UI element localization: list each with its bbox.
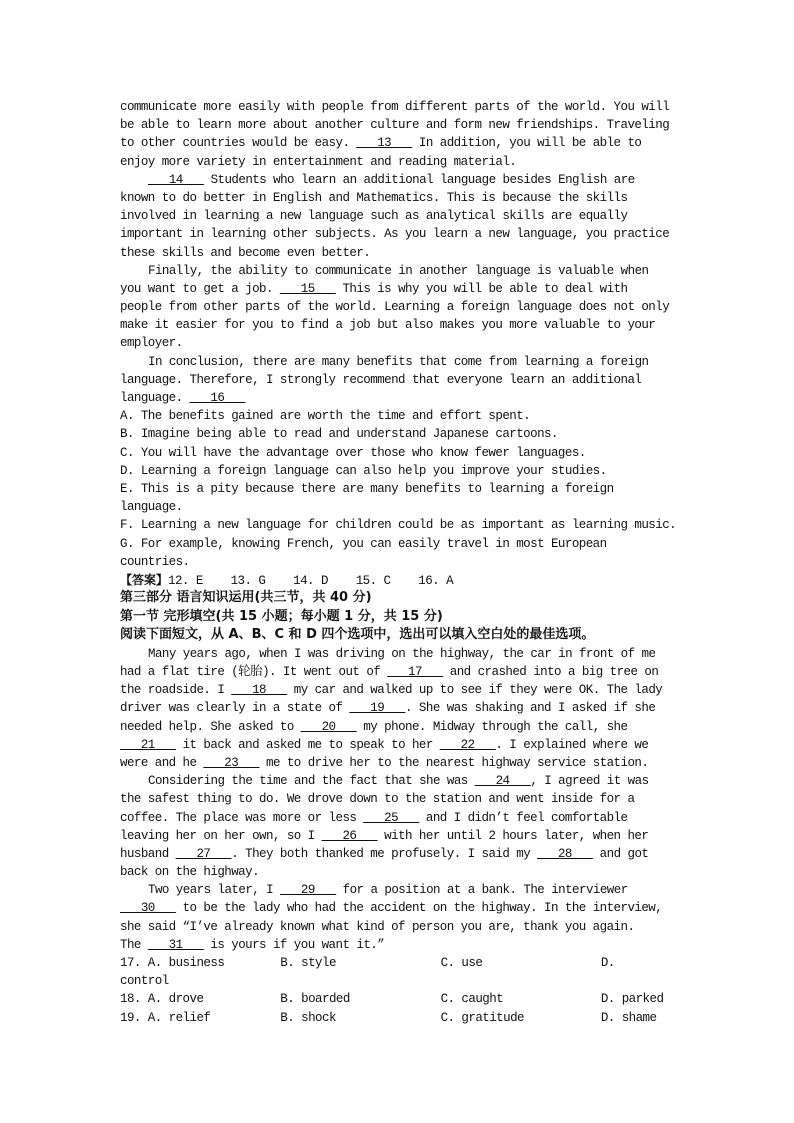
blank: ___26___ xyxy=(321,828,378,843)
text-segment: . They both thanked me profusely. I said my xyxy=(231,846,538,861)
text-line: people from other parts of the world. Learning a foreign language does not only xyxy=(120,300,670,315)
instruction: 阅读下面短文，从 A、B、C 和 D 四个选项中，选出可以填入空白处的最佳选项。 xyxy=(120,627,595,643)
text-line xyxy=(120,936,680,954)
blank: ___29___ xyxy=(280,883,336,898)
text-line: you want to get a job. ___15___ This is why you will be able to deal with xyxy=(120,281,628,296)
option-item: G. For example, knowing French, you can easily travel in most European xyxy=(120,536,607,551)
text-segment: husband xyxy=(120,846,176,861)
choice-wrap: control xyxy=(120,974,169,989)
text-line xyxy=(120,699,680,717)
text-line xyxy=(120,863,680,881)
blank: ___25___ xyxy=(363,810,419,825)
text-line xyxy=(120,790,680,808)
text-segment: , I agreed it was xyxy=(530,774,649,789)
choice: D. shame xyxy=(600,1010,657,1025)
blank: ___27___ xyxy=(175,846,232,861)
text-line: communicate more easily with people from different parts of the world. You will xyxy=(120,100,670,114)
text-line: enjoy more variety in entertainment and reading material. xyxy=(120,154,517,169)
text-line xyxy=(120,718,680,736)
text-line: be able to learn more about another culture and form new friendships. Traveling xyxy=(120,118,670,133)
choice: C. use xyxy=(440,956,483,971)
text-line: employer. xyxy=(120,336,183,351)
text-line xyxy=(120,681,680,699)
blank: ___28___ xyxy=(537,846,593,861)
text-segment: Many years ago, when I was driving on the highway, the car in front of me xyxy=(148,646,656,661)
option-item: C. You will have the advantage over those who know fewer languages. xyxy=(120,445,586,460)
blank: ___22___ xyxy=(439,737,496,752)
blank: ___18___ xyxy=(231,683,287,698)
text-segment: driver was clearly in a state of xyxy=(120,701,350,716)
choice: C. caught xyxy=(440,992,504,1007)
text-segment: and I didn’t feel comfortable xyxy=(418,810,628,825)
text-segment: is yours if you want it.” xyxy=(203,937,385,952)
blank-13: ___13___ xyxy=(356,136,412,151)
choice: B. style xyxy=(280,956,336,971)
text-line xyxy=(120,772,680,790)
text-segment: my phone. Midway through the call, she xyxy=(356,719,628,734)
text-segment: . I explained where we xyxy=(495,737,649,752)
option-item: language. xyxy=(120,500,183,515)
blank: ___20___ xyxy=(300,719,357,734)
text-line: to other countries would be easy. ___13___ In addition, you will be able to xyxy=(120,136,642,151)
choice: 18. A. drove xyxy=(120,992,204,1007)
text-segment: Considering the time and the fact that she was xyxy=(148,774,475,789)
text-line: language. Therefore, I strongly recommend that everyone learn an additional xyxy=(120,372,642,387)
answer-label: 【答案】 xyxy=(120,572,169,587)
option-item: D. Learning a foreign language can also help you improve your studies. xyxy=(120,463,607,478)
choice: B. boarded xyxy=(280,992,350,1007)
text-segment: had a flat tire (轮胎). It went out of xyxy=(120,665,388,680)
text-segment: and crashed into a big tree on xyxy=(442,665,659,680)
text-line: known to do better in English and Mathematics. This is because the skills xyxy=(120,190,628,205)
text-segment: to be the lady who had the accident on the highway. In the interview, xyxy=(175,901,663,916)
text-line xyxy=(120,809,680,827)
text-line xyxy=(120,918,680,936)
text-line: Finally, the ability to communicate in another language is valuable when xyxy=(148,263,649,278)
text-line xyxy=(120,827,680,845)
options-list xyxy=(120,407,680,571)
choice: D. xyxy=(600,956,615,971)
blank: ___30___ xyxy=(120,901,176,916)
option-item: F. Learning a new language for children could be as important as learning music. xyxy=(120,518,677,533)
option-item: countries. xyxy=(120,554,190,569)
blank: ___21___ xyxy=(120,737,176,752)
text-segment: with her until 2 hours later, when her xyxy=(377,828,649,843)
text-line: important in learning other subjects. As you learn a new language, you practice xyxy=(120,227,670,242)
option-item: B. Imagine being able to read and understand Japanese cartoons. xyxy=(120,427,558,442)
option-item: E. This is a pity because there are many benefits to learning a foreign xyxy=(120,481,614,496)
text-segment: back on the highway. xyxy=(120,865,260,880)
text-line: ___14___ Students who learn an additional language besides English are xyxy=(148,172,635,187)
question-row xyxy=(120,1009,680,1027)
text-segment: The xyxy=(120,937,148,952)
blank: ___24___ xyxy=(474,774,531,789)
text-segment: needed help. She asked to xyxy=(120,719,301,734)
text-line: make it easier for you to find a job but also makes you more valuable to your xyxy=(120,318,656,333)
blank: ___31___ xyxy=(147,937,204,952)
text-segment: the roadside. I xyxy=(120,683,232,698)
text-line xyxy=(120,754,680,772)
part-title: 第三部分 语言知识运用(共三节，共 40 分) xyxy=(120,590,372,606)
passage-1 xyxy=(120,98,680,407)
choice: 17. A. business xyxy=(120,956,225,971)
document-page xyxy=(120,98,680,1027)
text-line: involved in learning a new language such as analytical skills are equally xyxy=(120,209,628,224)
blank-16: ___16___ xyxy=(189,391,246,405)
text-segment: she said “I’ve already known what kind of person you are, thank you again. xyxy=(120,919,635,934)
text-line: these skills and become even better. xyxy=(120,245,371,260)
text-line xyxy=(120,663,680,681)
text-segment: coffee. The place was more or less xyxy=(120,810,364,825)
answer-key xyxy=(120,571,680,589)
text-segment: it back and asked me to speak to her xyxy=(175,737,440,752)
choice: C. gratitude xyxy=(440,1010,524,1025)
text-line xyxy=(120,645,680,663)
text-line: In conclusion, there are many benefits that come from learning a foreign xyxy=(148,354,649,369)
text-segment: my car and walked up to see if they were OK. The lady xyxy=(286,683,663,698)
passage-2 xyxy=(120,645,680,954)
question-list xyxy=(120,954,680,1027)
text-segment: me to drive her to the nearest highway service station. xyxy=(259,755,649,770)
text-line xyxy=(120,899,680,917)
choice: D. parked xyxy=(600,992,664,1007)
blank-15: ___15___ xyxy=(279,281,336,296)
question-row xyxy=(120,990,680,1008)
blank-14: ___14___ xyxy=(148,172,204,187)
text-line xyxy=(120,845,680,863)
text-line xyxy=(120,881,680,899)
text-line xyxy=(120,736,680,754)
sub-title: 第一节 完形填空(共 15 小题；每小题 1 分，共 15 分) xyxy=(120,608,443,624)
text-segment: for a position at a bank. The interviewer xyxy=(335,883,628,898)
text-line: language. ___16___ xyxy=(120,391,246,405)
blank: ___23___ xyxy=(203,755,260,770)
text-segment: the safest thing to do. We drove down to the station and went inside for a xyxy=(120,792,635,807)
blank: ___17___ xyxy=(387,665,443,680)
answer-text: 12. E 13. G 14. D 15. C 16. A xyxy=(168,573,454,588)
choice: 19. A. relief xyxy=(120,1010,211,1025)
question-row xyxy=(120,954,680,972)
option-item: A. The benefits gained are worth the time and effort spent. xyxy=(120,409,531,424)
text-segment: leaving her on her own, so I xyxy=(120,828,322,843)
text-segment: and got xyxy=(592,846,649,861)
blank: ___19___ xyxy=(349,701,406,716)
choice: B. shock xyxy=(280,1010,336,1025)
text-segment: were and he xyxy=(120,755,204,770)
text-segment: . She was shaking and I asked if she xyxy=(405,701,656,716)
text-segment: Two years later, I xyxy=(148,883,281,898)
